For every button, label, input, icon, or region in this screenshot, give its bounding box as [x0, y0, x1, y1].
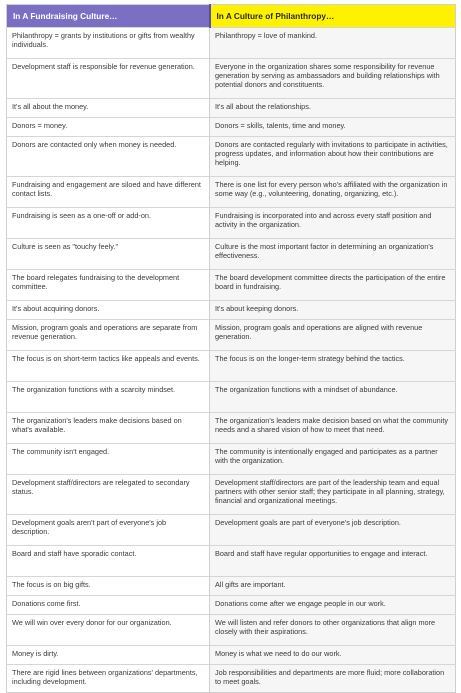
- table-row: [7, 546, 456, 577]
- table-row: [7, 646, 456, 665]
- table-row: [7, 351, 456, 382]
- table-header-row: [7, 5, 456, 28]
- fundraising-culture-cell: Philanthropy = grants by institutions or gifts from wealthy individuals.: [7, 28, 210, 59]
- philanthropy-culture-cell: The community is intentionally engaged and participates as a partner with the organization.: [210, 444, 456, 475]
- philanthropy-culture-cell: Donations come after we engage people in our work.: [210, 596, 456, 615]
- table-row: [7, 301, 456, 320]
- philanthropy-culture-cell: The organization functions with a mindset of abundance.: [210, 382, 456, 413]
- table-row: [7, 239, 456, 270]
- philanthropy-culture-cell: Development goals are part of everyone's job description.: [210, 515, 456, 546]
- table-row: [7, 615, 456, 646]
- fundraising-culture-cell: Board and staff have sporadic contact.: [7, 546, 210, 577]
- fundraising-culture-header: In A Fundraising Culture…: [7, 5, 210, 28]
- philanthropy-culture-cell: Job responsibilities and departments are more fluid; more collaboration to meet goals.: [210, 665, 456, 693]
- table-row: [7, 475, 456, 515]
- table-row: [7, 99, 456, 118]
- table-row: [7, 59, 456, 99]
- philanthropy-culture-cell: The organization's leaders make decision based on what the community needs and a shared vision of how to meet that need.: [210, 413, 456, 444]
- fundraising-culture-cell: Culture is seen as "touchy feely.": [7, 239, 210, 270]
- fundraising-culture-cell: The board relegates fundraising to the development committee.: [7, 270, 210, 301]
- philanthropy-culture-cell: The board development committee directs the participation of the entire board in fundraising.: [210, 270, 456, 301]
- fundraising-culture-cell: Donations come first.: [7, 596, 210, 615]
- table-row: [7, 118, 456, 137]
- philanthropy-culture-cell: Everyone in the organization shares some responsibility for revenue generation by serving as ambassadors and building relationships with potential donors and constituents.: [210, 59, 456, 99]
- philanthropy-culture-cell: Board and staff have regular opportunities to engage and interact.: [210, 546, 456, 577]
- fundraising-culture-cell: Donors = money.: [7, 118, 210, 137]
- fundraising-culture-cell: We will win over every donor for our organization.: [7, 615, 210, 646]
- table-row: [7, 208, 456, 239]
- fundraising-culture-cell: Fundraising and engagement are siloed and have different contact lists.: [7, 177, 210, 208]
- philanthropy-culture-cell: Culture is the most important factor in determining an organization's effectiveness.: [210, 239, 456, 270]
- philanthropy-culture-cell: Development staff/directors are part of the leadership team and equal partners with other senior staff; they participate in all planning, strategy, financial and organizational meetings.: [210, 475, 456, 515]
- fundraising-culture-cell: There are rigid lines between organizations' departments, including development.: [7, 665, 210, 693]
- philanthropy-culture-cell: Fundraising is incorporated into and across every staff position and activity in the organization.: [210, 208, 456, 239]
- philanthropy-culture-cell: All gifts are important.: [210, 577, 456, 596]
- fundraising-culture-cell: Fundraising is seen as a one-off or add-on.: [7, 208, 210, 239]
- table-row: [7, 515, 456, 546]
- table-row: [7, 320, 456, 351]
- table-body: [7, 28, 456, 693]
- table-row: [7, 596, 456, 615]
- table-row: [7, 413, 456, 444]
- table-row: [7, 382, 456, 413]
- fundraising-culture-cell: Development goals aren't part of everyone's job description.: [7, 515, 210, 546]
- table-row: [7, 28, 456, 59]
- philanthropy-culture-cell: Money is what we need to do our work.: [210, 646, 456, 665]
- fundraising-culture-cell: It's all about the money.: [7, 99, 210, 118]
- fundraising-culture-cell: The focus is on big gifts.: [7, 577, 210, 596]
- fundraising-culture-cell: Development staff is responsible for revenue generation.: [7, 59, 210, 99]
- philanthropy-culture-cell: Donors are contacted regularly with invitations to participate in activities, progress updates, and information about how their contributions are helping.: [210, 137, 456, 177]
- fundraising-culture-cell: Donors are contacted only when money is needed.: [7, 137, 210, 177]
- table-row: [7, 177, 456, 208]
- table-row: [7, 137, 456, 177]
- fundraising-culture-cell: Money is dirty.: [7, 646, 210, 665]
- table-row: [7, 270, 456, 301]
- philanthropy-culture-cell: It's all about the relationships.: [210, 99, 456, 118]
- philanthropy-culture-cell: The focus is on the longer-term strategy behind the tactics.: [210, 351, 456, 382]
- philanthropy-culture-cell: It's about keeping donors.: [210, 301, 456, 320]
- fundraising-culture-cell: The focus is on short-term tactics like appeals and events.: [7, 351, 210, 382]
- table-row: [7, 577, 456, 596]
- philanthropy-culture-cell: Mission, program goals and operations are aligned with revenue generation.: [210, 320, 456, 351]
- table-row: [7, 444, 456, 475]
- philanthropy-culture-cell: We will listen and refer donors to other organizations that align more closely with their aspirations.: [210, 615, 456, 646]
- philanthropy-culture-cell: Donors = skills, talents, time and money.: [210, 118, 456, 137]
- fundraising-culture-cell: It's about acquiring donors.: [7, 301, 210, 320]
- fundraising-culture-cell: The organization's leaders make decisions based on what's available.: [7, 413, 210, 444]
- philanthropy-culture-header: In A Culture of Philanthropy…: [210, 5, 456, 28]
- philanthropy-culture-cell: There is one list for every person who's affiliated with the organization in some way (e.g., volunteering, donating, organizing, etc.).: [210, 177, 456, 208]
- philanthropy-culture-cell: Philanthropy = love of mankind.: [210, 28, 456, 59]
- fundraising-culture-cell: The organization functions with a scarcity mindset.: [7, 382, 210, 413]
- fundraising-culture-cell: Development staff/directors are relegated to secondary status.: [7, 475, 210, 515]
- table-row: [7, 665, 456, 693]
- culture-comparison-table: [6, 4, 456, 693]
- fundraising-culture-cell: The community isn't engaged.: [7, 444, 210, 475]
- comparison-table-container: [6, 4, 455, 693]
- fundraising-culture-cell: Mission, program goals and operations are separate from revenue generation.: [7, 320, 210, 351]
